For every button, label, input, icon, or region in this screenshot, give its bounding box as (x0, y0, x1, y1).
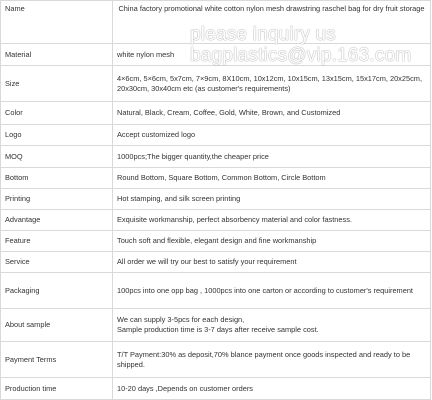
row-label-size: Size (1, 66, 113, 102)
table-row (1, 146, 431, 168)
row-label-moq: MOQ (1, 146, 113, 168)
table-row (1, 378, 431, 400)
row-label-bottom: Bottom (1, 168, 113, 189)
table-row (1, 252, 431, 273)
row-value-size: 4×6cm, 5×6cm, 5x7cm, 7×9cm, 8X10cm, 10x12cm, 10x15cm, 13x15cm, 15x17cm, 20x25cm, 20x30cm, 30x40cm etc (as customer's requirements) (113, 66, 431, 102)
row-value-feature: Touch soft and flexible, elegant design and fine workmanship (113, 231, 431, 252)
row-value-payment-terms: T/T Payment:30% as deposit,70% blance payment once goods inspected and ready to be shipped. (113, 342, 431, 378)
row-value-logo: Accept customized logo (113, 125, 431, 146)
row-label-material: Material (1, 44, 113, 66)
row-value-color: Natural, Black, Cream, Coffee, Gold, White, Brown, and Customized (113, 102, 431, 125)
row-value-packaging: 100pcs into one opp bag , 1000pcs into one carton or according to customer's requirement (113, 273, 431, 309)
row-value-printing: Hot stamping, and silk screen printing (113, 189, 431, 210)
row-label-printing: Printing (1, 189, 113, 210)
row-value-material: white nylon mesh (113, 44, 431, 66)
row-label-feature: Feature (1, 231, 113, 252)
row-value-name: China factory promotional white cotton nylon mesh drawstring raschel bag for dry fruit storage (113, 1, 431, 44)
table-row (1, 309, 431, 342)
watermark-line-1: please inquiry us (190, 24, 336, 45)
row-label-service: Service (1, 252, 113, 273)
row-label-production-time: Production time (1, 378, 113, 400)
row-value-production-time: 10-20 days ,Depends on customer orders (113, 378, 431, 400)
watermark-line-2: bagplastics@vip.163.com (190, 45, 412, 66)
table-row (1, 44, 431, 66)
row-label-packaging: Packaging (1, 273, 113, 309)
table-row (1, 66, 431, 102)
table-row (1, 189, 431, 210)
row-label-payment-terms: Payment Terms (1, 342, 113, 378)
table-row (1, 210, 431, 231)
table-row (1, 231, 431, 252)
row-label-about-sample: About sample (1, 309, 113, 342)
row-value-advantage: Exquisite workmanship, perfect absorbency material and color fastness. (113, 210, 431, 231)
row-label-color: Color (1, 102, 113, 125)
about-sample-line-2: Sample production time is 3-7 days after receive sample cost. (117, 325, 319, 334)
table-row (1, 1, 431, 44)
row-value-service: All order we will try our best to satisfy your requirement (113, 252, 431, 273)
table-row (1, 125, 431, 146)
table-row (1, 273, 431, 309)
table-row (1, 168, 431, 189)
row-value-bottom: Round Bottom, Square Bottom, Common Bottom, Circle Bottom (113, 168, 431, 189)
row-value-moq: 1000pcs;The bigger quantity,the cheaper price (113, 146, 431, 168)
row-label-advantage: Advantage (1, 210, 113, 231)
about-sample-line-1: We can supply 3-5pcs for each design, (117, 315, 245, 324)
row-label-logo: Logo (1, 125, 113, 146)
row-value-about-sample (113, 309, 431, 342)
table-row (1, 342, 431, 378)
row-label-name: Name (1, 1, 113, 44)
table-row (1, 102, 431, 125)
